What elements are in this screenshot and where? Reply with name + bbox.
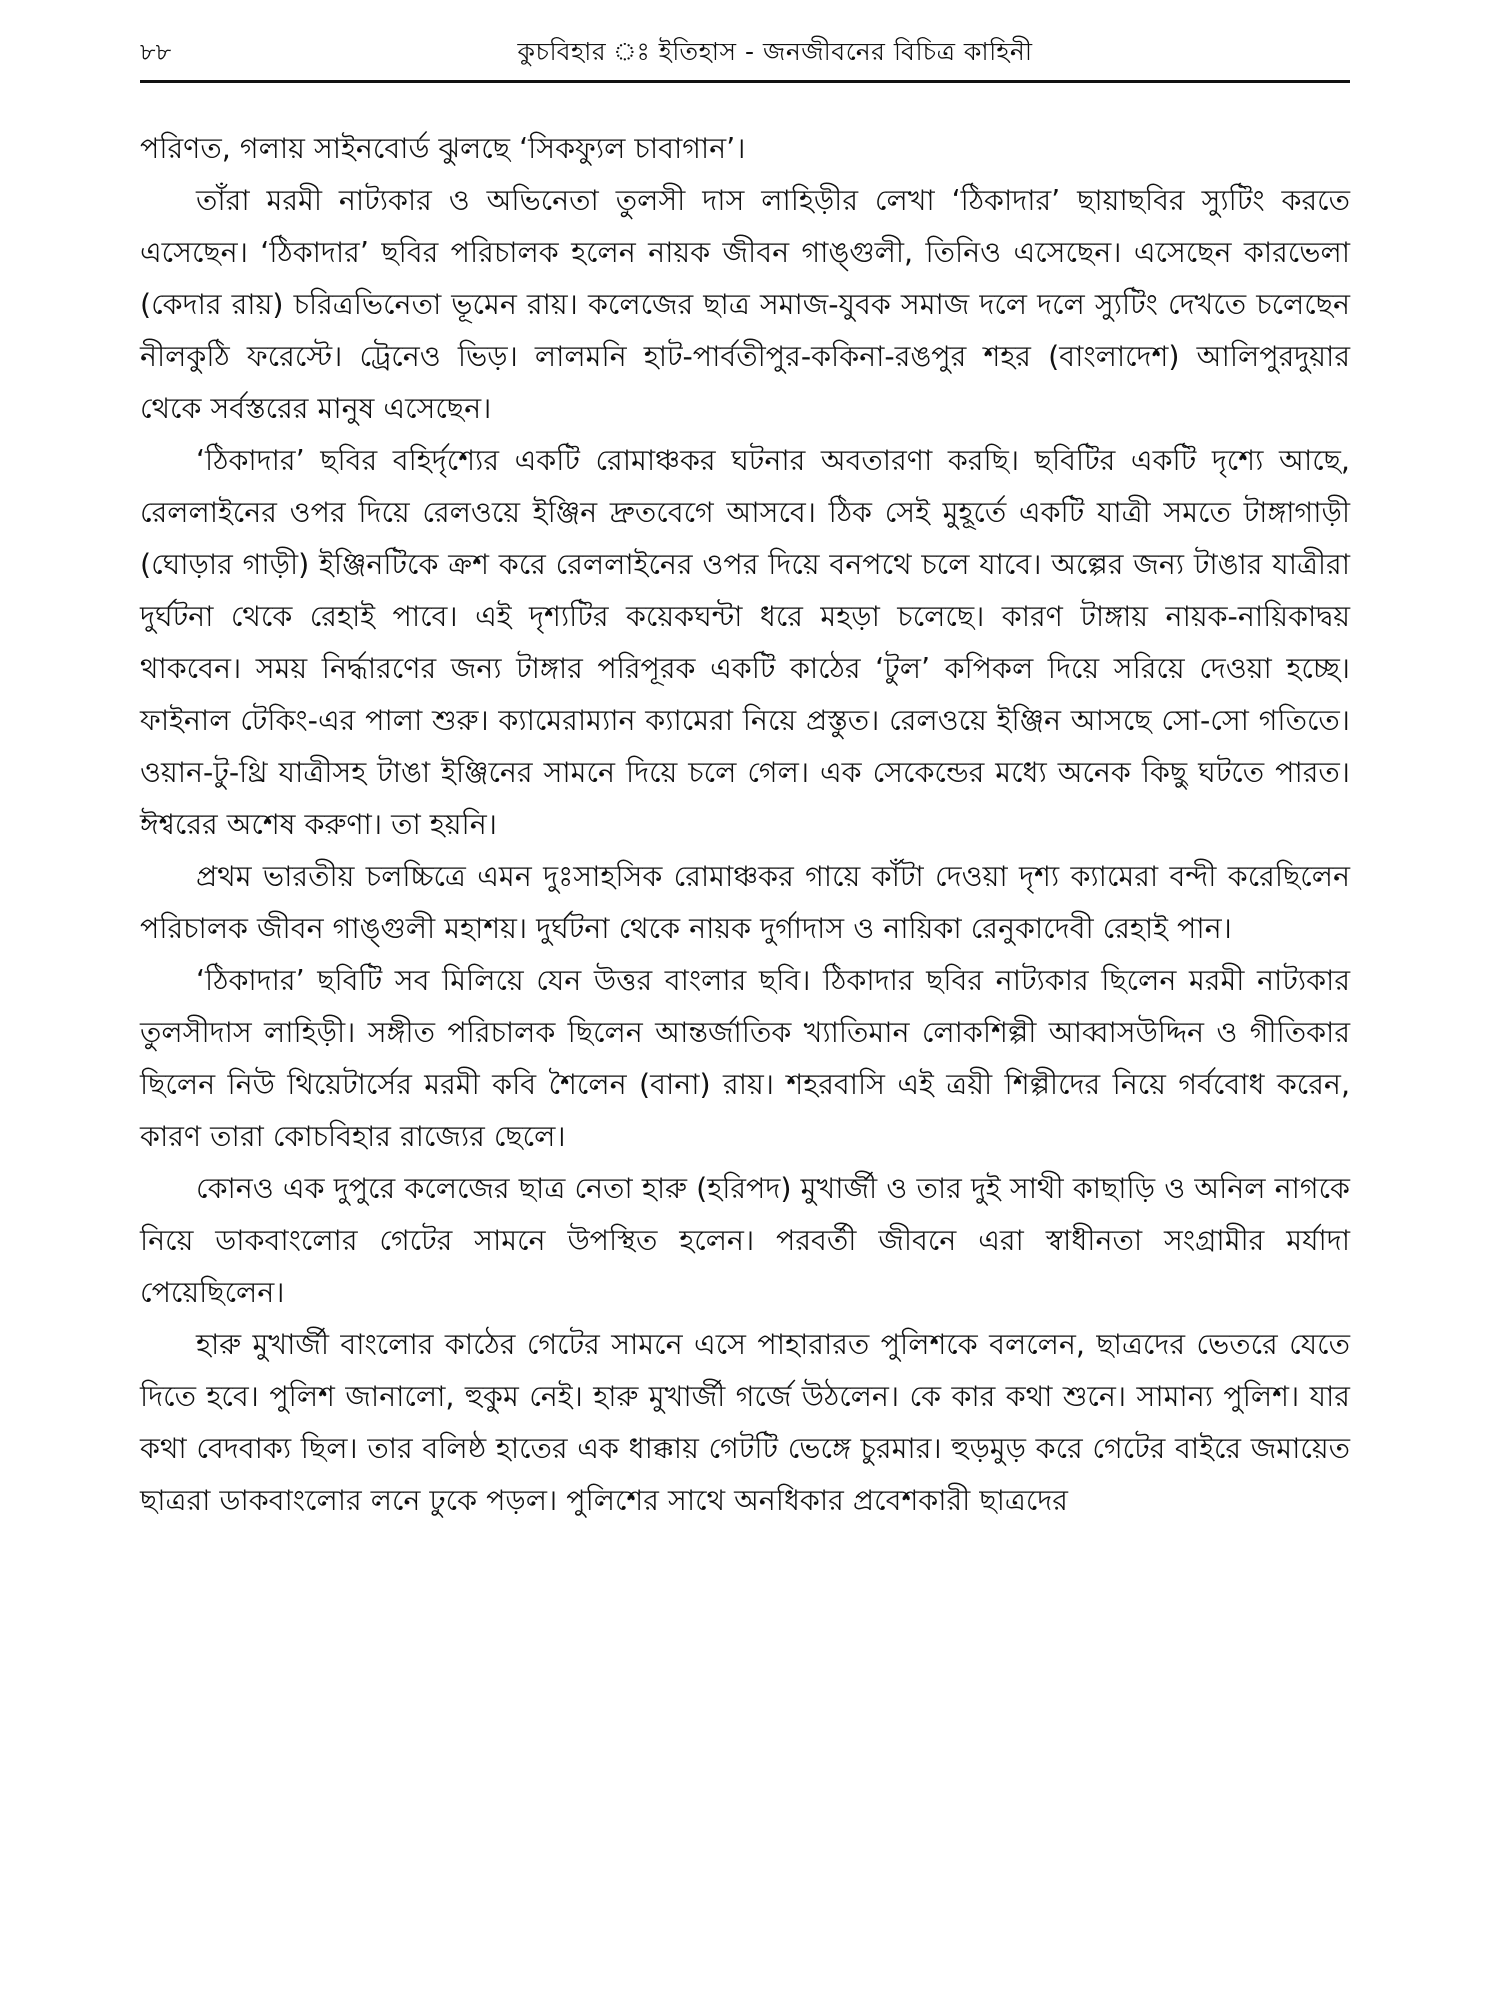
paragraph: পরিণত, গলায় সাইনবোর্ড ঝুলছে ‘সিকফ্যুল চাবাগান’। [140,132,746,165]
paragraph: তাঁরা মরমী নাট্যকার ও অভিনেতা তুলসী দাস লাহিড়ীর লেখা ‘ঠিকাদার’ ছায়াছবির স্যুটিং করতে এসেছেন। ‘ঠিকাদার’ ছবির পরিচালক হলেন নায়ক জীবন গাঙ্গুলী, তিনিও এসেছেন। এসেছেন কারভেলা (কেদার রায়) চরিত্রভিনেতা ভূমেন রায়। কলেজের ছাত্র সমাজ-যুবক সমাজ দলে দলে স্যুটিং দেখতে চলেছেন নীলকুঠি ফরেস্টে। ট্রেনেও ভিড়। লালমনি হাট-পার্বতীপুর-ককিনা-রঙপুর শহর (বাংলাদেশ) আলিপুরদুয়ার থেকে সর্বস্তরের মানুষ এসেছেন। [140,184,1350,425]
running-head: কুচবিহার ঃ ইতিহাস - জনজীবনের বিচিত্র কাহিনী [517,37,1033,66]
paragraph: ‘ঠিকাদার’ ছবির বহির্দৃশ্যের একটি রোমাঞ্চকর ঘটনার অবতারণা করছি। ছবিটির একটি দৃশ্যে আছে, রেললাইনের ওপর দিয়ে রেলওয়ে ইঞ্জিন দ্রুতবেগে আসবে। ঠিক সেই মুহূর্তে একটি যাত্রী সমতে টাঙ্গাগাড়ী (ঘোড়ার গাড়ী) ইঞ্জিনটিকে ক্রশ করে রেললাইনের ওপর দিয়ে বনপথে চলে যাবে। অল্পের জন্য টাঙার যাত্রীরা দুর্ঘটনা থেকে রেহাই পাবে। এই দৃশ্যটির কয়েকঘন্টা ধরে মহড়া চলেছে। কারণ টাঙ্গায় নায়ক-নায়িকাদ্বয় থাকবেন। সময় নির্দ্ধারণের জন্য টাঙ্গার পরিপূরক একটি কাঠের ‘টুল’ কপিকল দিয়ে সরিয়ে দেওয়া হচ্ছে। ফাইনাল টেকিং-এর পালা শুরু। ক্যামেরাম্যান ক্যামেরা নিয়ে প্রস্তুত। রেলওয়ে ইঞ্জিন আসছে সো-সো গতিতে। ওয়ান-টু-থ্রি যাত্রীসহ টাঙা ইঞ্জিনের সামনে দিয়ে চলে গেল। এক সেকেন্ডের মধ্যে অনেক কিছু ঘটতে পারত। ঈশ্বরের অশেষ করুণা। তা হয়নি। [140,444,1350,841]
page-body [140,123,1350,1527]
header-rule [140,80,1350,83]
page-header [140,32,1350,72]
paragraph: হারু মুখার্জী বাংলোর কাঠের গেটের সামনে এসে পাহারারত পুলিশকে বললেন, ছাত্রদের ভেতরে যেতে দিতে হবে। পুলিশ জানালো, হুকুম নেই। হারু মুখার্জী গর্জে উঠলেন। কে কার কথা শুনে। সামান্য পুলিশ। যার কথা বেদবাক্য ছিল। তার বলিষ্ঠ হাতের এক ধাক্কায় গেটটি ভেঙ্গে চুরমার। হুড়মুড় করে গেটের বাইরে জমায়েত ছাত্ররা ডাকবাংলোর লনে ঢুকে পড়ল। পুলিশের সাথে অনধিকার প্রবেশকারী ছাত্রদের [140,1328,1350,1517]
paragraph: প্রথম ভারতীয় চলচ্চিত্রে এমন দুঃসাহসিক রোমাঞ্চকর গায়ে কাঁটা দেওয়া দৃশ্য ক্যামেরা বন্দী করেছিলেন পরিচালক জীবন গাঙ্গুলী মহাশয়। দুর্ঘটনা থেকে নায়ক দুর্গাদাস ও নায়িকা রেনুকাদেবী রেহাই পান। [140,860,1350,945]
page-number: ৮৮ [140,38,172,66]
paragraph: ‘ঠিকাদার’ ছবিটি সব মিলিয়ে যেন উত্তর বাংলার ছবি। ঠিকাদার ছবির নাট্যকার ছিলেন মরমী নাট্যকার তুলসীদাস লাহিড়ী। সঙ্গীত পরিচালক ছিলেন আন্তর্জাতিক খ্যাতিমান লোকশিল্পী আব্বাসউদ্দিন ও গীতিকার ছিলেন নিউ থিয়েটার্সের মরমী কবি শৈলেন (বানা) রায়। শহরবাসি এই ত্রয়ী শিল্পীদের নিয়ে গর্ববোধ করেন, কারণ তারা কোচবিহার রাজ্যের ছেলে। [140,964,1350,1153]
paragraph: কোনও এক দুপুরে কলেজের ছাত্র নেতা হারু (হরিপদ) মুখার্জী ও তার দুই সাথী কাছাড়ি ও অনিল নাগকে নিয়ে ডাকবাংলোর গেটের সামনে উপস্থিত হলেন। পরবর্তী জীবনে এরা স্বাধীনতা সংগ্রামীর মর্যাদা পেয়েছিলেন। [140,1172,1350,1309]
